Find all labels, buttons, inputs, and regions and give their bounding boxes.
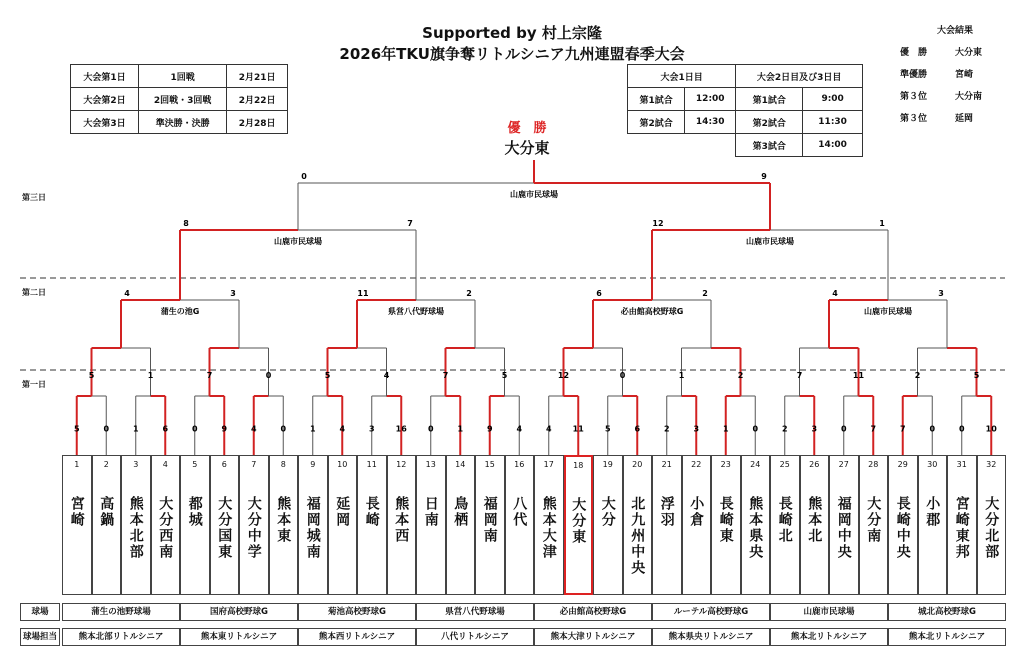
team-name: 小郡: [924, 496, 941, 528]
score-left: 0: [301, 172, 307, 181]
score-right: 4: [339, 424, 346, 434]
score-left: 1: [678, 371, 685, 380]
team-name: 大分北部: [983, 496, 1000, 560]
score-left: 0: [958, 424, 965, 434]
team-cell: [269, 455, 299, 595]
game-label: 第1試合: [736, 88, 803, 111]
team-name: 八代: [511, 496, 528, 528]
score-right: 0: [619, 371, 626, 380]
venue-cell: 蒲生の池野球場: [62, 603, 180, 621]
result-rank: 準優勝: [900, 70, 928, 80]
team-number: 24: [750, 460, 761, 469]
team-cell: [357, 455, 387, 595]
score-right: 16: [395, 424, 407, 434]
owner-cell: 八代リトルシニア: [416, 628, 534, 646]
score-left: 2: [914, 371, 921, 380]
team-number: 5: [192, 460, 198, 469]
owner-row-label: 球場担当: [20, 628, 60, 646]
schedule-date: 2月21日: [227, 65, 288, 88]
round-label-day3: 第三日: [22, 193, 46, 202]
team-cell: [918, 455, 948, 595]
score-right: 4: [383, 371, 390, 380]
team-name: 北九州中央: [629, 496, 646, 576]
game-label: 第3試合: [736, 134, 803, 157]
score-left: 0: [191, 424, 198, 434]
day1-header: 大会1日目: [628, 65, 736, 88]
owner-cell: 熊本東リトルシニア: [180, 628, 298, 646]
round-label-day2: 第二日: [22, 288, 46, 297]
team-name: 小倉: [688, 496, 705, 528]
team-cell: [387, 455, 417, 595]
score-right: 3: [938, 289, 944, 298]
team-number: 17: [543, 460, 554, 469]
team-cell: [770, 455, 800, 595]
score-left: 2: [781, 424, 788, 434]
score-left: 0: [840, 424, 847, 434]
score-left: 4: [124, 289, 130, 298]
score-right: 10: [985, 424, 997, 434]
team-number: 31: [956, 460, 967, 469]
score-right: 2: [466, 289, 472, 298]
team-cell: [977, 455, 1007, 595]
venue-cell: 県営八代野球場: [416, 603, 534, 621]
venue-label: 山鹿市民球場: [746, 237, 794, 246]
team-cell: [298, 455, 328, 595]
score-left: 5: [73, 424, 80, 434]
venue-label: 蒲生の池G: [160, 307, 200, 316]
team-name: 都城: [186, 496, 203, 528]
team-name: 大分国東: [216, 496, 233, 560]
champion-team: 大分東: [504, 139, 550, 157]
team-cell: [534, 455, 564, 595]
champion-label: 優 勝: [507, 121, 547, 136]
team-cell: [859, 455, 889, 595]
team-number: 20: [632, 460, 643, 469]
score-left: 5: [88, 371, 95, 380]
result-rank: 第３位: [900, 114, 928, 124]
schedule-day: 大会第1日: [71, 65, 139, 88]
score-right: 1: [879, 219, 885, 228]
score-right: 9: [761, 172, 767, 181]
team-name: 熊本東: [275, 496, 292, 544]
score-right: 0: [280, 424, 287, 434]
team-name: 宮崎東邦: [953, 496, 970, 560]
owner-cell: 熊本北リトルシニア: [888, 628, 1006, 646]
tournament-title: 2026年TKU旗争奪リトルシニア九州連盟春季大会: [339, 45, 685, 63]
team-cell: [652, 455, 682, 595]
team-number: 18: [573, 461, 584, 470]
score-left: 7: [796, 371, 803, 380]
score-left: 4: [250, 424, 257, 434]
team-number: 12: [396, 460, 407, 469]
team-name: 熊本県央: [747, 496, 764, 560]
score-right: 6: [634, 424, 641, 434]
team-cell: [151, 455, 181, 595]
schedule-round: 1回戦: [139, 65, 227, 88]
score-right: 11: [572, 424, 584, 434]
score-left: 7: [442, 371, 449, 380]
results-title: 大会結果: [936, 26, 973, 36]
result-team: 延岡: [955, 114, 974, 124]
team-name: 宮崎: [68, 496, 85, 528]
result-team: 大分南: [955, 92, 983, 102]
team-name: 長崎中央: [894, 496, 911, 560]
game-time: 9:00: [803, 88, 863, 111]
score-right: 0: [103, 424, 110, 434]
score-right: 11: [852, 371, 865, 380]
team-cell: [446, 455, 476, 595]
score-left: 5: [324, 371, 331, 380]
venue-label: 県営八代野球場: [388, 307, 444, 316]
team-cell: [210, 455, 240, 595]
score-right: 9: [221, 424, 228, 434]
venue-row-label: 球場: [20, 603, 60, 621]
team-cell: [947, 455, 977, 595]
team-number: 10: [337, 460, 348, 469]
score-left: 0: [427, 424, 434, 434]
team-name: 大分西南: [157, 496, 174, 560]
team-name: 福岡城南: [304, 496, 321, 560]
team-number: 23: [720, 460, 731, 469]
team-cell: [416, 455, 446, 595]
team-cell: [711, 455, 741, 595]
team-number: 29: [897, 460, 908, 469]
team-cell: [682, 455, 712, 595]
result-team: 宮崎: [955, 70, 974, 80]
team-number: 30: [927, 460, 938, 469]
team-name: 大分: [599, 496, 616, 528]
schedule-date: 2月22日: [227, 88, 288, 111]
venue-cell: 菊池高校野球G: [298, 603, 416, 621]
team-number: 7: [251, 460, 257, 469]
team-name: 長崎: [363, 496, 380, 528]
team-cell: [623, 455, 653, 595]
team-name: 鳥栖: [452, 496, 469, 528]
result-team: 大分東: [955, 48, 983, 58]
schedule-round: 準決勝・決勝: [139, 111, 227, 134]
schedule-day: 大会第3日: [71, 111, 139, 134]
venue-cell: 国府高校野球G: [180, 603, 298, 621]
score-right: 3: [230, 289, 236, 298]
team-number: 4: [162, 460, 168, 469]
score-left: 6: [596, 289, 602, 298]
game-time: 12:00: [685, 88, 736, 111]
venue-label: 山鹿市民球場: [864, 307, 912, 316]
team-name: 熊本大津: [540, 496, 557, 560]
team-cell: [475, 455, 505, 595]
score-right: 7: [407, 219, 413, 228]
team-number: 6: [221, 460, 227, 469]
game-time: 14:30: [685, 111, 736, 134]
team-name: 長崎東: [717, 496, 734, 544]
venue-cell: 山鹿市民球場: [770, 603, 888, 621]
venue-cell: 城北高校野球G: [888, 603, 1006, 621]
team-cell: [121, 455, 151, 595]
team-cell: [593, 455, 623, 595]
team-number: 15: [484, 460, 495, 469]
venue-label: 必由館高校野球G: [620, 307, 684, 316]
team-cell: [741, 455, 771, 595]
team-name: 熊本北: [806, 496, 823, 544]
venue-label: 山鹿市民球場: [274, 237, 322, 246]
score-left: 1: [309, 424, 316, 434]
score-right: 0: [752, 424, 759, 434]
score-right: 5: [973, 371, 980, 380]
team-number: 22: [691, 460, 702, 469]
team-number: 16: [514, 460, 525, 469]
score-left: 11: [357, 289, 369, 298]
team-number: 3: [133, 460, 139, 469]
team-name: 延岡: [334, 496, 351, 528]
score-left: 5: [604, 424, 611, 434]
score-right: 2: [737, 371, 744, 380]
round-label-day1: 第一日: [22, 380, 46, 389]
team-number: 2: [103, 460, 109, 469]
score-left: 7: [899, 424, 906, 434]
owner-cell: 熊本北部リトルシニア: [62, 628, 180, 646]
score-right: 2: [702, 289, 708, 298]
score-right: 1: [457, 424, 464, 434]
team-name: 大分東: [570, 497, 587, 545]
score-right: 0: [265, 371, 272, 380]
game-time: 14:00: [803, 134, 863, 157]
team-name: 福岡中央: [835, 496, 852, 560]
team-number: 25: [779, 460, 790, 469]
score-left: 1: [132, 424, 139, 434]
result-rank: 第３位: [900, 92, 928, 102]
team-number: 11: [366, 460, 377, 469]
score-left: 8: [183, 219, 189, 228]
team-number: 32: [986, 460, 997, 469]
venue-label: 山鹿市民球場: [510, 190, 558, 199]
venue-cell: ルーテル高校野球G: [652, 603, 770, 621]
team-number: 1: [74, 460, 80, 469]
game-time: 11:30: [803, 111, 863, 134]
team-name: 大分南: [865, 496, 882, 544]
team-cell: [328, 455, 358, 595]
owner-cell: 熊本県央リトルシニア: [652, 628, 770, 646]
sponsor-line: Supported by 村上宗隆: [422, 24, 602, 42]
team-number: 19: [602, 460, 613, 469]
score-right: 5: [501, 371, 508, 380]
score-right: 7: [870, 424, 877, 434]
score-right: 6: [162, 424, 169, 434]
team-name: 日南: [422, 496, 439, 528]
team-cell: [829, 455, 859, 595]
team-number: 8: [280, 460, 286, 469]
team-name: 熊本北部: [127, 496, 144, 560]
team-number: 9: [310, 460, 316, 469]
team-name: 長崎北: [776, 496, 793, 544]
score-left: 7: [206, 371, 213, 380]
team-cell: [92, 455, 122, 595]
day23-header: 大会2日目及び3日目: [736, 65, 863, 88]
score-left: 2: [663, 424, 670, 434]
team-cell: [564, 455, 594, 595]
owner-cell: 熊本大津リトルシニア: [534, 628, 652, 646]
team-cell: [239, 455, 269, 595]
team-name: 福岡南: [481, 496, 498, 544]
schedule-day: 大会第2日: [71, 88, 139, 111]
owner-cell: 熊本北リトルシニア: [770, 628, 888, 646]
team-number: 28: [868, 460, 879, 469]
team-number: 14: [455, 460, 466, 469]
schedule-date: 2月28日: [227, 111, 288, 134]
game-label: 第2試合: [628, 111, 685, 134]
score-left: 12: [652, 219, 664, 228]
owner-cell: 熊本西リトルシニア: [298, 628, 416, 646]
score-right: 3: [693, 424, 700, 434]
score-left: 4: [832, 289, 838, 298]
team-cell: [62, 455, 92, 595]
team-cell: [888, 455, 918, 595]
score-left: 12: [557, 371, 570, 380]
team-number: 21: [661, 460, 672, 469]
team-number: 13: [425, 460, 436, 469]
score-left: 3: [368, 424, 375, 434]
score-left: 4: [545, 424, 552, 434]
team-cell: [505, 455, 535, 595]
team-number: 26: [809, 460, 820, 469]
result-rank: 優 勝: [900, 48, 928, 58]
score-right: 1: [147, 371, 154, 380]
score-left: 1: [722, 424, 729, 434]
score-right: 0: [929, 424, 936, 434]
venue-cell: 必由館高校野球G: [534, 603, 652, 621]
team-name: 大分中学: [245, 496, 262, 560]
score-right: 3: [811, 424, 818, 434]
schedule-round: 2回戦・3回戦: [139, 88, 227, 111]
team-cell: [180, 455, 210, 595]
team-name: 浮羽: [658, 496, 675, 528]
team-name: 高鍋: [98, 496, 115, 528]
game-label: 第2試合: [736, 111, 803, 134]
score-left: 9: [486, 424, 493, 434]
game-label: 第1試合: [628, 88, 685, 111]
team-number: 27: [838, 460, 849, 469]
score-right: 4: [516, 424, 523, 434]
team-name: 熊本西: [393, 496, 410, 544]
team-cell: [800, 455, 830, 595]
